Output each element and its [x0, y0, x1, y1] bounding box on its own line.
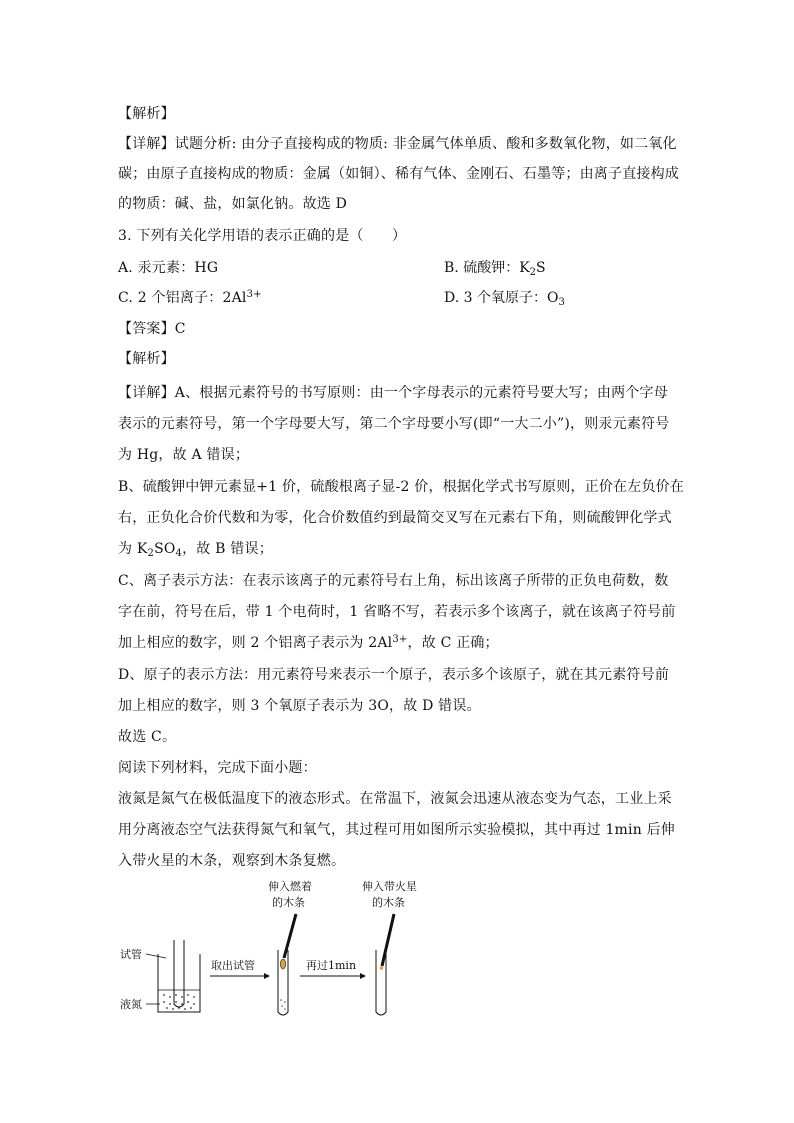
detail-b-line: 右，正负化合价代数和为零，化合价数值约到最简交叉写在元素右下角，则硫酸钾化学式 — [118, 510, 672, 526]
detail-a-line: 表示的元素符号，第一个字母要大写，第二个字母要小写(即“一大二小”)，则汞元素符号 — [118, 416, 670, 432]
detail-b-line — [118, 539, 273, 559]
detail-b-text: ，故 B 错误； — [182, 541, 273, 557]
reading-prompt: 阅读下列材料，完成下面小题： — [118, 760, 317, 776]
subscript: 3 — [558, 297, 565, 308]
top-label-1: 伸入燃着 — [268, 880, 312, 893]
option-d-text: D. 3 个氧原子：O — [444, 290, 559, 306]
detail-b-line: B、硫酸钾中钾元素显+1 价，硫酸根离子显-2 价，根据化学式书写原则，正价在左负价在 — [118, 479, 685, 495]
tube-leader-line — [146, 954, 166, 958]
option-b-text: B. 硫酸钾：K — [444, 260, 530, 276]
detail-b-text: 为 K — [118, 541, 148, 557]
superscript: 3+ — [392, 634, 408, 645]
detail-c-line: 字在前，符号在后，带 1 个电荷时，1 省略不写，若表示多个该离子，就在该离子符号前 — [118, 604, 676, 620]
detail-line: 的物质：碱、盐，如氯化钠。故选 D — [118, 196, 348, 212]
detail-c-text: ，故 C 正确； — [407, 635, 499, 651]
conclusion-line: 故选 C。 — [118, 729, 177, 745]
arrow-1-head — [264, 973, 270, 979]
detail-line: 【详解】试题分析: 由分子直接构成的物质: 非金属气体单质、酸和多数氧化物，如二氧化 — [118, 136, 677, 152]
detail-d-line: 加上相应的数字，则 3 个氧原子表示为 3O，故 D 错误。 — [118, 698, 481, 714]
detail-c-line — [118, 633, 499, 653]
answer-line: 【答案】C — [118, 321, 186, 337]
option-a: A. 汞元素：HG — [118, 260, 219, 276]
tube-label: 试管 — [120, 948, 142, 961]
arrow-2-head — [360, 973, 366, 979]
detail-a-line: 为 Hg，故 A 错误； — [118, 447, 250, 463]
detail-c-line: C、离子表示方法：在表示该离子的元素符号右上角，标出该离子所带的正负电荷数，数 — [118, 573, 669, 589]
superscript: 3+ — [246, 289, 262, 300]
option-c — [118, 288, 262, 308]
detail-b-text: SO — [154, 541, 176, 557]
top-label-1b: 的木条 — [272, 896, 305, 909]
option-b — [444, 258, 546, 278]
question-3: 3. 下列有关化学用语的表示正确的是（ ） — [118, 228, 407, 244]
experiment-figure — [118, 876, 458, 1026]
arrow-label-take-out: 取出试管 — [211, 959, 255, 972]
liquid-nitrogen-label: 液氮 — [120, 998, 142, 1011]
subscript: 2 — [147, 548, 155, 559]
material-line: 入带火星的木条，观察到木条复燃。 — [118, 853, 346, 869]
arrow-label-1min: 再过1min — [306, 959, 357, 972]
top-label-2: 伸入带火星 — [362, 880, 417, 893]
detail-d-line: D、原子的表示方法：用元素符号来表示一个原子，表示多个该原子，就在其元素符号前 — [118, 667, 670, 683]
material-line: 用分离液态空气法获得氮气和氧气，其过程可用如图所示实验模拟，其中再过 1min 后伸 — [118, 822, 675, 838]
beaker — [158, 954, 200, 1012]
detail-line: 碳；由原子直接构成的物质：金属（如铜）、稀有气体、金刚石、石墨等；由离子直接构成 — [118, 166, 679, 182]
detail-c-text: 加上相应的数字，则 2 个铝离子表示为 2Al — [118, 635, 393, 651]
analysis-heading: 【解析】 — [118, 351, 175, 367]
subscript: 2 — [529, 267, 537, 278]
option-b-text-end: S — [536, 260, 546, 276]
subscript: 4 — [175, 548, 183, 559]
option-c-text: C. 2 个铝离子：2Al — [118, 290, 247, 306]
material-line: 液氮是氮气在极低温度下的液态形式。在常温下，液氮会迅速从液态变为气态，工业上采 — [118, 791, 672, 807]
top-label-2b: 的木条 — [372, 896, 405, 909]
detail-a-line: 【详解】A、根据元素符号的书写原则：由一个字母表示的元素符号要大写；由两个字母 — [118, 385, 668, 401]
option-d — [444, 288, 565, 308]
glowing-splint — [380, 914, 394, 970]
analysis-heading: 【解析】 — [118, 106, 175, 122]
